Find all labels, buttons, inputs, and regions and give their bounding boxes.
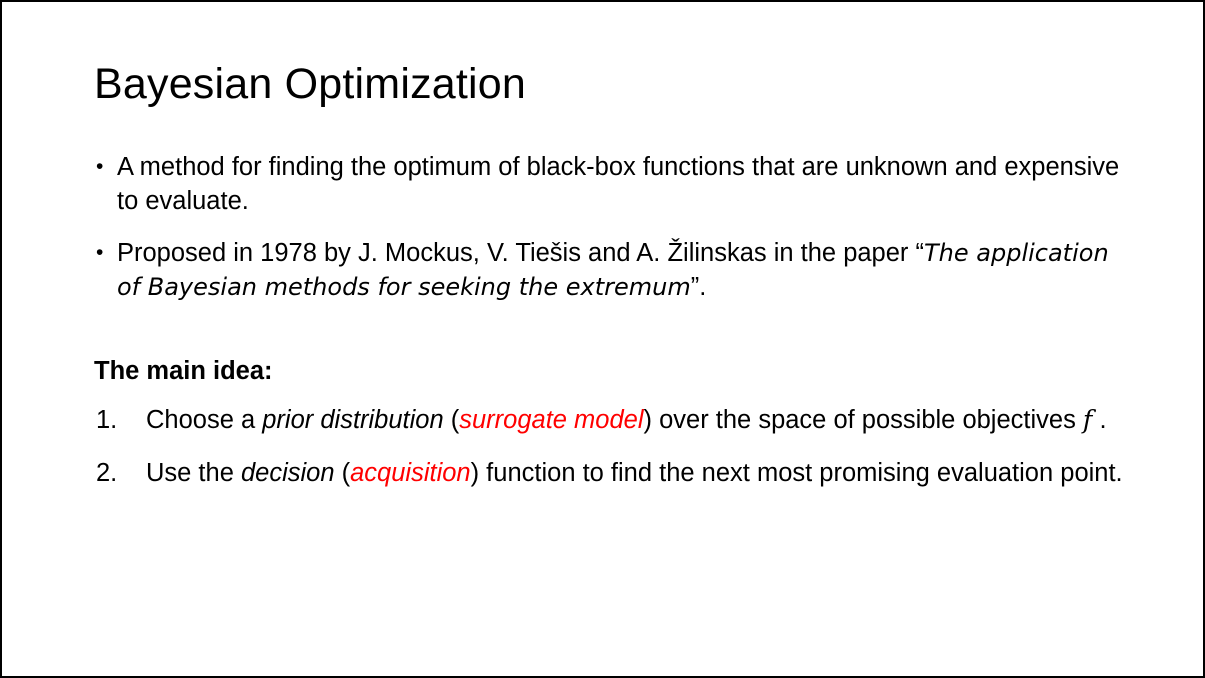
math-symbol-f: f (1082, 405, 1093, 436)
quote-open: “ (915, 239, 924, 268)
numbered-list (94, 404, 1124, 491)
bullet-text: A method for finding the optimum of black-box functions that are unknown and expensive to evaluate. (117, 153, 1120, 216)
paper-title: The application of Bayesian methods for seeking the extremum (117, 239, 1109, 302)
bullet-text: Proposed in 1978 by J. Mockus, V. Tiešis and A. Žilinskas in the paper (117, 239, 916, 268)
step-highlight: surrogate model (459, 406, 644, 435)
list-item (94, 151, 1124, 219)
main-idea-label: The main idea: (94, 357, 273, 386)
step-text-b: ( (334, 458, 351, 487)
step-text-a: Use the (146, 458, 241, 487)
step-text-c: ) over the space of possible objectives (643, 406, 1083, 435)
bullet-list (94, 151, 1124, 305)
page-title: Bayesian Optimization (94, 60, 527, 108)
quote-close: ”. (690, 273, 707, 302)
list-item (94, 237, 1124, 305)
step-text-c: ) function to find the next most promising evaluation point. (470, 458, 1123, 487)
list-item (94, 404, 1124, 438)
step-emphasis: prior distribution (262, 406, 444, 435)
step-emphasis: decision (240, 458, 335, 487)
step-text-d: . (1092, 406, 1107, 435)
step-text-a: Choose a (146, 406, 263, 435)
list-item-number: 1. (96, 406, 118, 435)
step-highlight: acquisition (350, 458, 471, 487)
step-text-b: ( (443, 406, 460, 435)
list-item-number: 2. (96, 458, 118, 487)
slide-content (94, 60, 1124, 510)
list-item (94, 457, 1124, 491)
